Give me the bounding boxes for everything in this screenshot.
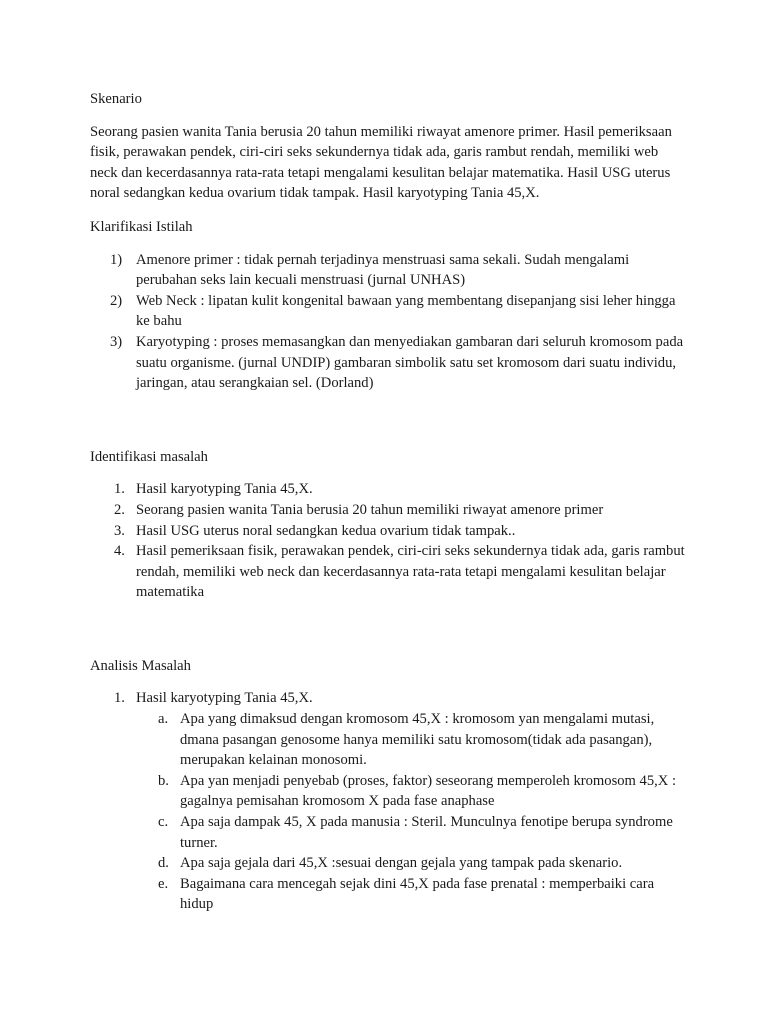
section-heading-skenario: Skenario xyxy=(90,91,142,107)
sublist-item-text: Apa saja gejala dari 45,X :sesuai dengan gejala yang tampak pada skenario. xyxy=(180,855,623,872)
list-marker: 1. xyxy=(114,690,125,707)
list-item xyxy=(90,332,688,394)
sublist-marker: e. xyxy=(158,875,169,892)
sublist-item xyxy=(90,853,688,874)
list-marker: 2. xyxy=(114,501,125,518)
sublist-item xyxy=(90,771,688,812)
section-skenario xyxy=(90,89,688,204)
section-heading-klarifikasi: Klarifikasi Istilah xyxy=(90,218,193,235)
section-heading-analisis: Analisis Masalah xyxy=(90,657,191,674)
list-item-text: Hasil karyotyping Tania 45,X. xyxy=(136,690,313,707)
sublist-marker: c. xyxy=(158,814,169,831)
sublist-item xyxy=(90,709,688,771)
list-item xyxy=(90,541,688,603)
sublist-item xyxy=(90,874,688,915)
sublist-item-text: Apa yan menjadi penyebab (proses, faktor) seseorang memperoleh kromosom 45,X : gagalnya pemisahan kromosom X pada fase anaphase xyxy=(180,772,677,810)
list-marker: 2) xyxy=(110,292,123,309)
list-item xyxy=(90,479,688,500)
list-item xyxy=(90,291,688,332)
section-heading-identifikasi: Identifikasi masalah xyxy=(90,448,208,465)
section-identifikasi-masalah xyxy=(90,447,688,603)
sublist-item-text: Bagaimana cara mencegah sejak dini 45,X pada fase prenatal : memperbaiki cara hidup xyxy=(180,875,655,913)
list-item xyxy=(90,688,688,709)
list-item-text: Amenore primer : tidak pernah terjadinya menstruasi sama sekali. Sudah mengalami perubahan seks lain kecuali menstruasi (jurnal UNHAS) xyxy=(136,251,630,289)
analisis-list xyxy=(90,688,688,915)
sublist-marker: a. xyxy=(158,711,169,728)
list-item-text: Web Neck : lipatan kulit kongenital bawaan yang membentang disepanjang sisi leher hingga ke bahu xyxy=(136,292,676,330)
list-item-text: Hasil USG uterus noral sedangkan kedua ovarium tidak tampak.. xyxy=(136,522,516,539)
skenario-paragraph: Seorang pasien wanita Tania berusia 20 tahun memiliki riwayat amenore primer. Hasil pemeriksaan fisik, perawakan pendek, ciri-ciri seks sekundernya tidak ada, garis rambut rendah, memiliki web neck dan kecerdasannya rata-rata tetapi mengalami kesulitan belajar matematika. Hasil USG uterus noral sedangkan kedua ovarium tidak tampak. Hasil karyotyping Tania 45,X. xyxy=(90,123,672,202)
document-page xyxy=(90,89,688,915)
list-marker: 3) xyxy=(110,333,123,350)
sublist-marker: d. xyxy=(158,855,169,872)
analisis-sublist xyxy=(90,709,688,915)
list-item xyxy=(90,500,688,521)
sublist-item-text: Apa yang dimaksud dengan kromosom 45,X : kromosom yan mengalami mutasi, dmana pasangan genosome hanya memiliki satu kromosom(tidak ada pasangan), merupakan kelainan monosomi. xyxy=(180,711,655,769)
section-klarifikasi-istilah xyxy=(90,217,688,394)
list-item-text: Seorang pasien wanita Tania berusia 20 tahun memiliki riwayat amenore primer xyxy=(136,501,604,518)
sublist-item-text: Apa saja dampak 45, X pada manusia : Steril. Munculnya fenotipe berupa syndrome turner. xyxy=(180,814,673,851)
sublist-marker: b. xyxy=(158,772,169,789)
list-marker: 4. xyxy=(114,543,125,560)
list-marker: 1) xyxy=(110,251,123,268)
list-item-text: Hasil pemeriksaan fisik, perawakan pendek, ciri-ciri seks sekundernya tidak ada, garis rambut rendah, memiliki web neck dan kecerdasannya rata-rata tetapi mengalami kesulitan belajar matematika xyxy=(136,543,685,601)
list-item-text: Karyotyping : proses memasangkan dan menyediakan gambaran dari seluruh kromosom pada suatu organisme. (jurnal UNDIP) gambaran simbolik satu set kromosom dari suatu individu, jaringan, atau serangkaian sel. (Dorland) xyxy=(136,333,684,392)
list-marker: 3. xyxy=(114,522,125,539)
sublist-item xyxy=(90,812,688,853)
klarifikasi-list xyxy=(90,250,688,394)
list-marker: 1. xyxy=(114,481,125,498)
list-item xyxy=(90,521,688,542)
identifikasi-list xyxy=(90,479,688,603)
list-item-text: Hasil karyotyping Tania 45,X. xyxy=(136,481,313,498)
section-analisis-masalah xyxy=(90,656,688,915)
list-item xyxy=(90,250,688,291)
